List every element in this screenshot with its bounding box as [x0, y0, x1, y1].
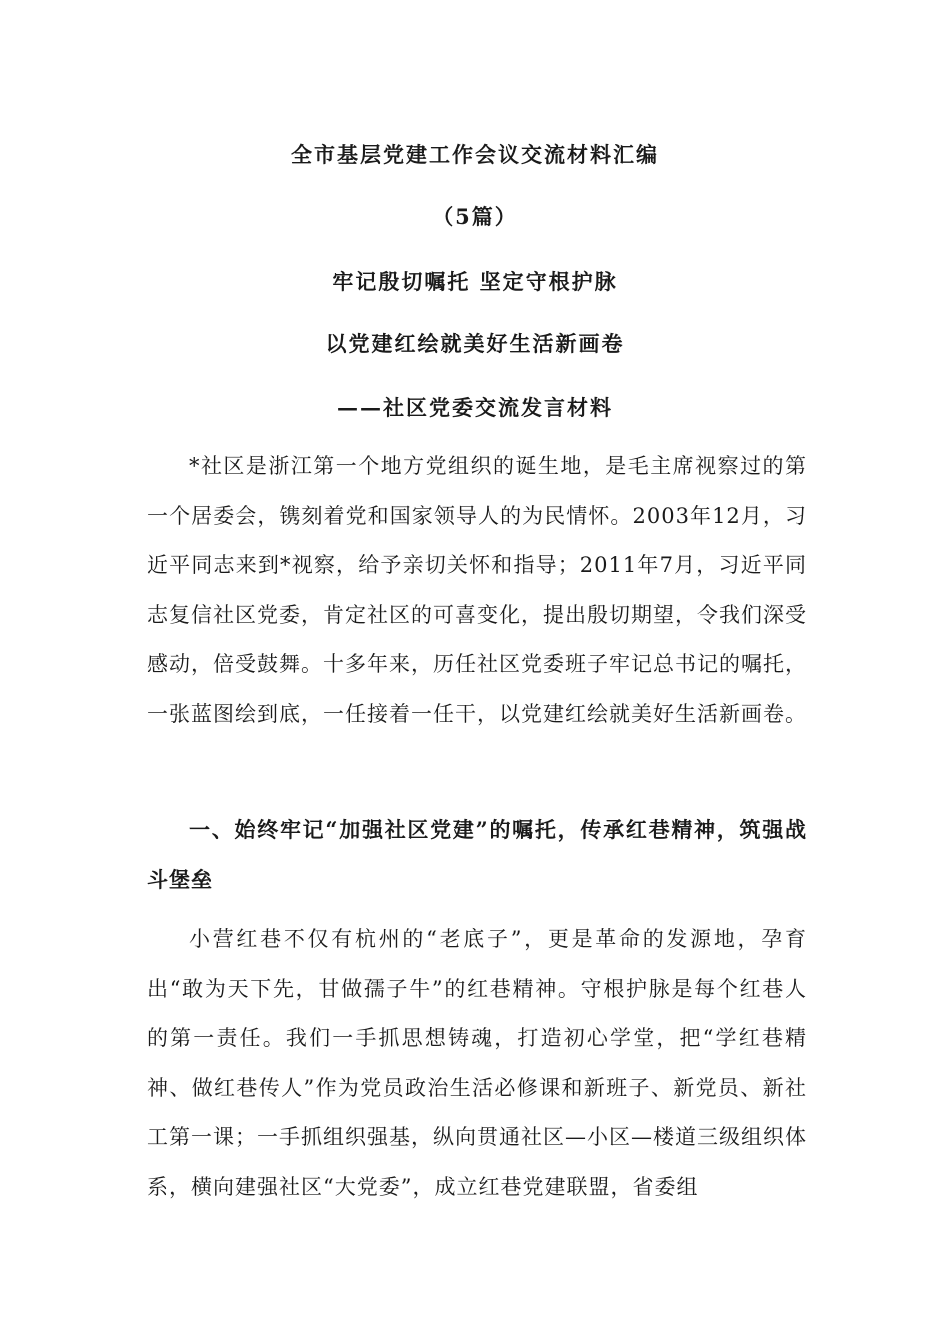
intro-paragraph: *社区是浙江第一个地方党组织的诞生地，是毛主席视察过的第一个居委会，镌刻着党和国家领导人的为民情怀。2003年12月，习近平同志来到*视察，给予亲切关怀和指导；2011年7月，习近平同志复信社区党委，肯定社区的可喜变化，提出殷切期望，令我们深受感动，倍受鼓舞。十多年来，历任社区党委班子牢记总书记的嘱托，一张蓝图绘到底，一任接着一任干，以党建红绘就美好生活新画卷。 — [147, 454, 807, 726]
article-title-line-1: 牢记殷切嘱托 坚定守根护脉 — [332, 269, 618, 294]
compilation-title: 全市基层党建工作会议交流材料汇编 — [291, 142, 659, 167]
section-1-paragraph: 小营红巷不仅有杭州的“老底子”，更是革命的发源地，孕育出“敢为天下先，甘做孺子牛”的红巷精神。守根护脉是每个红巷人的第一责任。我们一手抓思想铸魂，打造初心学堂，把“学红巷精神、做红巷传人”作为党员政治生活必修课和新班子、新党员、新社工第一课；一手抓组织强基，纵向贯通社区—小区—楼道三级组织体系，横向建强社区“大党委”，成立红巷党建联盟，省委组 — [147, 927, 807, 1199]
article-subtitle: ——社区党委交流发言材料 — [337, 395, 613, 420]
article-count: （5篇） — [432, 204, 518, 229]
article-title-line-2: 以党建红绘就美好生活新画卷 — [325, 331, 625, 356]
section-1-heading: 一、始终牢记“加强社区党建”的嘱托，传承红巷精神，筑强战斗堡垒 — [147, 817, 807, 892]
